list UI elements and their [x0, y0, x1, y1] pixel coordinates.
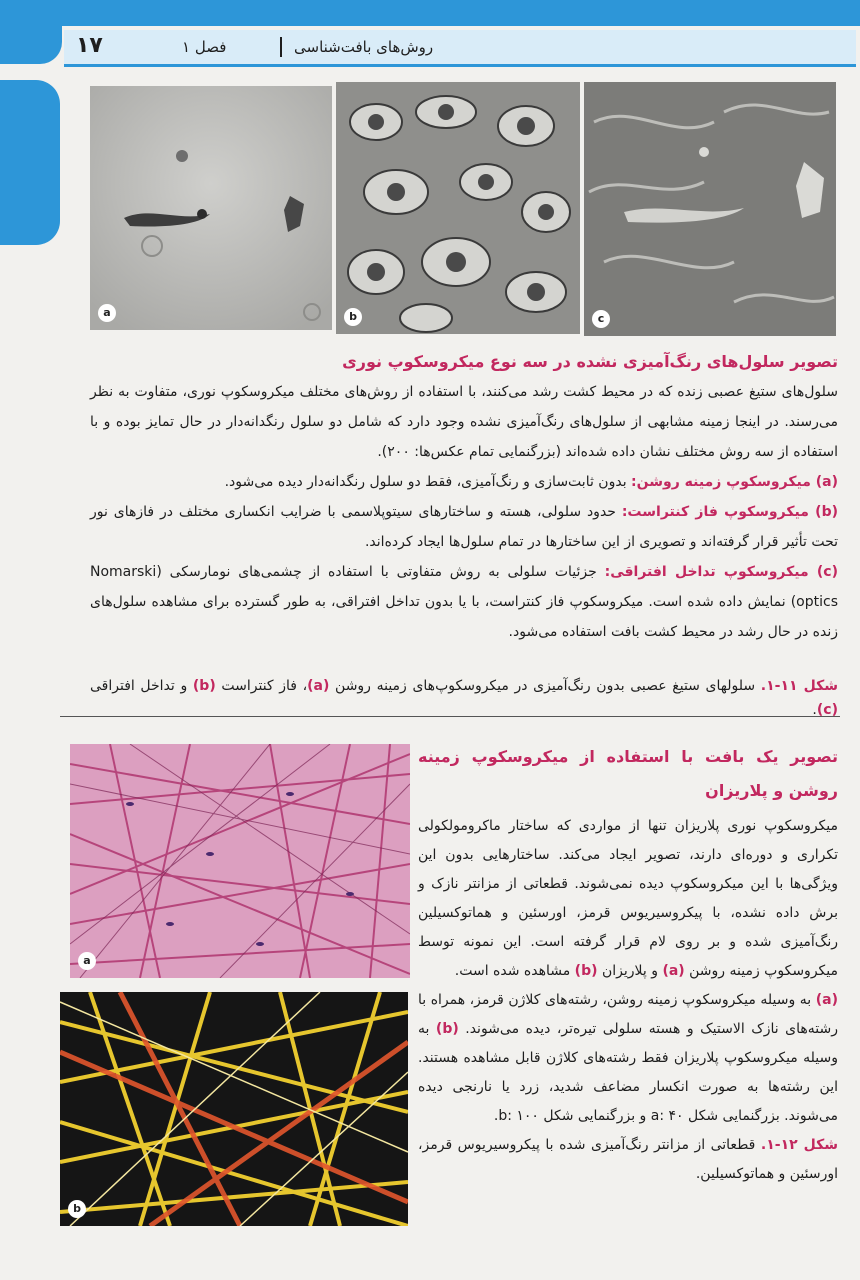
section2-para2: [418, 986, 838, 1131]
para1-a: (a): [662, 963, 685, 979]
para1-start: میکروسکوپ نوری پلاریزان تنها از مواردی که ساختار ماکرومولکولی تکراری و دوره‌ای دارند، تصویر ایجاد می‌کند. ساختارهایی بدون این ویژگی‌ها با این میکروسکوپ دیده نمی‌شوند. قطعاتی از مزانتر نازک و برش داده نشده، با پیکروسیریوس قرمز، اورسئین و هماتوکسیلین رنگ‌آمیزی شده و بر روی لام قرار گرفته است. این نمونه توسط میکروسکوپ زمینه روشن: [418, 818, 838, 979]
item-a: [90, 467, 838, 497]
item-c-text: جزئیات سلولی به روش متفاوتی با استفاده از چشمی‌های نومارسکی (Nomarski optics) نمایش داده شده است. میکروسکوپ فاز کنتراست، با یا بدون تداخل افتراقی، به طور گسترده برای مشاهده سلول‌های زنده در حال رشد در محیط کشت بافت استفاده می‌شود.: [90, 564, 838, 640]
para2-b: (b): [435, 1021, 459, 1037]
para1-b: (b): [574, 963, 598, 979]
item-b: [90, 497, 838, 557]
section-divider: [60, 716, 840, 717]
fig11-b: (b): [192, 678, 216, 694]
micrograph-mesentery-brightfield: [70, 744, 410, 978]
panel-label-b: b: [344, 308, 362, 326]
item-a-label: (a) میکروسکوپ زمینه روشن:: [631, 474, 838, 490]
para2-text2: به وسیله میکروسکوپ پلاریزان فقط رشته‌های کلاژن قابل مشاهده هستند. این رشته‌ها به صورت انکسار مضاعف شدید، زرد یا نارنجی دیده می‌شوند. بزرگنمایی شکل a: ۴۰ و بزرگنمایی شکل b: ۱۰۰.: [418, 1021, 838, 1124]
item-a-text: بدون ثابت‌سازی و رنگ‌آمیزی، فقط دو سلول رنگدانه‌دار دیده می‌شود.: [224, 474, 632, 490]
item-c-label: (c) میکروسکوپ تداخل افتراقی:: [604, 564, 838, 580]
fig11-text-3: و تداخل افتراقی: [90, 678, 193, 694]
fig11-text-4: .: [812, 702, 817, 718]
panel-label-bottom-b: b: [68, 1200, 86, 1218]
fig11-label: شکل ۱۱-۱.: [760, 678, 839, 694]
section2-para1: [418, 812, 838, 986]
figure-12-caption: [418, 1131, 838, 1189]
fig11-text-1: سلولهای ستیغ عصبی بدون رنگ‌آمیزی در میکروسکوپ‌های زمینه روشن: [329, 678, 761, 694]
panel-label-bottom-a: a: [78, 952, 96, 970]
fig11-c: (c): [816, 702, 838, 718]
fig11-text-2: ، فاز کنتراست: [215, 678, 308, 694]
para2-text1: به وسیله میکروسکوپ زمینه روشن، رشته‌های کلاژن قرمز، همراه با رشته‌های نازک الاستیک و هسته سلولی تیره‌تر، دیده می‌شوند.: [418, 992, 838, 1037]
section1-intro: سلول‌های ستیغ عصبی زنده که در محیط کشت رشد می‌کنند، با استفاده از روش‌های مختلف میکروسکوپ نوری، متفاوت به نظر می‌رسند. در اینجا زمینه مشابهی از سلول‌های رنگ‌آمیزی نشده وجود دارد که شامل دو سلول رنگدانه‌دار در حال تمایز بوده و با استفاده از سه روش مختلف نشان داده شده‌اند (بزرگنمایی تمام عکس‌ها: ۲۰۰).: [90, 384, 838, 460]
section2-title: تصویر یک بافت با استفاده از میکروسکوپ زمینه روشن و پلاریزان: [418, 747, 838, 800]
page-number: ۱۷: [76, 33, 103, 58]
fig11-a: (a): [307, 678, 330, 694]
page-header: [64, 30, 856, 67]
section1: [90, 352, 838, 647]
header-divider: [280, 37, 282, 57]
corner-tab: [0, 0, 62, 64]
micrograph-brightfield: [90, 86, 332, 330]
figure-11-caption: [90, 674, 838, 722]
item-c: [90, 557, 838, 647]
section1-title: تصویر سلول‌های رنگ‌آمیزی نشده در سه نوع میکروسکوپ نوری: [342, 352, 838, 371]
panel-label-a: a: [98, 304, 116, 322]
chapter-side-tab: [0, 80, 60, 245]
panel-label-c: c: [592, 310, 610, 328]
fig12-label: شکل ۱۲-۱.: [760, 1137, 838, 1153]
book-title: روش‌های بافت‌شناسی: [294, 38, 434, 56]
micrograph-dic: [584, 82, 836, 336]
section2: [418, 740, 838, 1189]
para2-a: (a): [815, 992, 838, 1008]
item-b-text: حدود سلولی، هسته و ساختارهای سیتوپلاسمی با ضرایب انکساری مختلف در فازهای نور تحت تأثیر قرار گرفته‌اند و تصویری از این ساختارها در تمام سلول‌ها ایجاد کرده‌اند.: [90, 504, 838, 550]
micrograph-mesentery-polarized: [60, 992, 408, 1226]
chapter-label: فصل ۱: [182, 38, 227, 56]
fig12-text: قطعاتی از مزانتر رنگ‌آمیزی شده با پیکروسیریوس قرمز، اورسئین و هماتوکسیلین.: [418, 1137, 838, 1182]
item-b-label: (b) میکروسکوپ فاز کنتراست:: [621, 504, 838, 520]
para1-mid: و پلاریزان: [597, 963, 663, 979]
top-band: [0, 0, 860, 26]
micrograph-phase-contrast: [336, 82, 580, 334]
para1-end: مشاهده شده است.: [454, 963, 575, 979]
